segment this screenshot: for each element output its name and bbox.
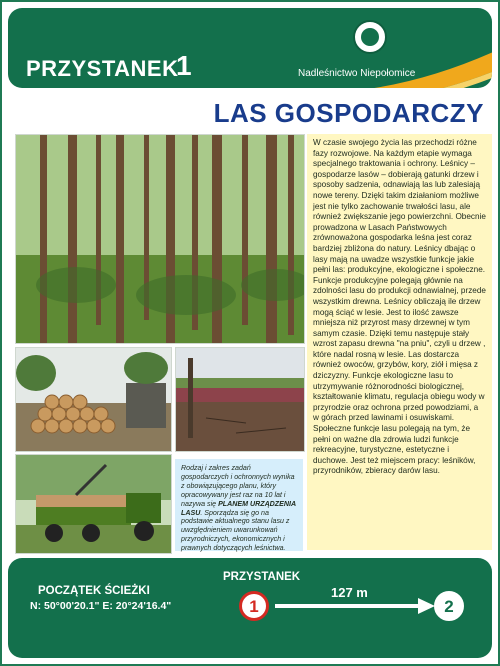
- clearcut-photo: [175, 347, 305, 452]
- footer-stop-label: PRZYSTANEK: [223, 571, 301, 583]
- management-plan-note: [175, 459, 303, 551]
- note-emphasis: PLANEM URZĄDZENIA LASU: [181, 499, 296, 517]
- district-name: Nadleśnictwo Niepołomice: [298, 68, 416, 79]
- page-title: LAS GOSPODARCZY: [213, 98, 484, 128]
- current-stop-badge: 1: [239, 591, 269, 621]
- distance-to-next: 127 m: [331, 585, 368, 600]
- forwarder-photo: [15, 454, 172, 554]
- header-banner: [8, 8, 492, 88]
- forest-photo: [15, 134, 305, 344]
- trail-coordinates: N: 50°00'20.1" E: 20°24'16.4": [30, 600, 172, 612]
- stop-label: PRZYSTANEK: [26, 56, 179, 81]
- note-text-1: Rodzaj i zakres zadań gospodarczych i ochronnych wynika z obowiązującego planu, który opracowywany jest raz na 10 lat i nazywa się: [181, 464, 295, 508]
- description-text: W czasie swojego życia las przechodzi różne fazy rozwojowe. Na każdym etapie wymaga specjalnego traktowania i ochrony. Leśnicy – gospodarze lasów – dobierają gatunki drzew i sposoby sadzenia, odnawiają las lub zalesiają nowe tereny. Dzięki takim działaniom możliwe jest nie tylko zachowanie trwałości lasu, ale również zwiększanie jego powierzchni. Obecnie prowadzona w Lasach Państwowych zrównoważona gospodarka leśna jest coraz bardziej zbliżona do natury. Leśnicy dbając o lasy mają na uwadze wszystkie funkcje jakie pełni las: produkcyjne, ekologiczne i społeczne. Funkcje produkcyjne polegają głównie na zdolności lasu do produkcji odnawialnej, przede wszystkim drewna. Leśnicy obliczają ile drzew mogą ściąć w lesie. Jest to ilość zawsze mniejsza niż przyrost masy drzewnej w tym samym czasie. Dzięki temu następuje stały wzrost zapasu drewna "na pniu", czyli u drzew , które nadal rosną w lesie. Las dostarcza również owoców, grzybów, kory, ziół i mięsa z dziczyzny. Funkcje ekologiczne lasu to utrzymywanie różnorodności biologicznej, kształtowanie klimatu, regulacja obiegu wody w przyrodzie oraz ochrona przed powodziami, a w górach przed lawinami i osuwiskami. Społeczne funkcje lasu polegają na tym, że pełni on ważne dla zdrowia ludzi funkcje rekreacyjne, turystyczne, estetyczne i duchowe. Jest też miejscem pracy: leśników, przyrodników, zbieracy darów lasu.: [313, 138, 486, 476]
- description-panel: [307, 134, 492, 550]
- stop-number: 1: [176, 50, 192, 81]
- note-text-2: . Sporządza się go na podstawie aktualnego stanu lasu z uwzględnieniem uwarunkowań przyrodniczych, ekonomicznych i prawnych dotyczących leśnictwa.: [181, 508, 290, 553]
- next-stop-badge: 2: [434, 591, 464, 621]
- log-pile-photo: [15, 347, 172, 452]
- forestry-logo-icon: [353, 20, 387, 54]
- trail-footer: [8, 558, 492, 658]
- trail-start-label: POCZĄTEK ŚCIEŻKI: [38, 585, 150, 597]
